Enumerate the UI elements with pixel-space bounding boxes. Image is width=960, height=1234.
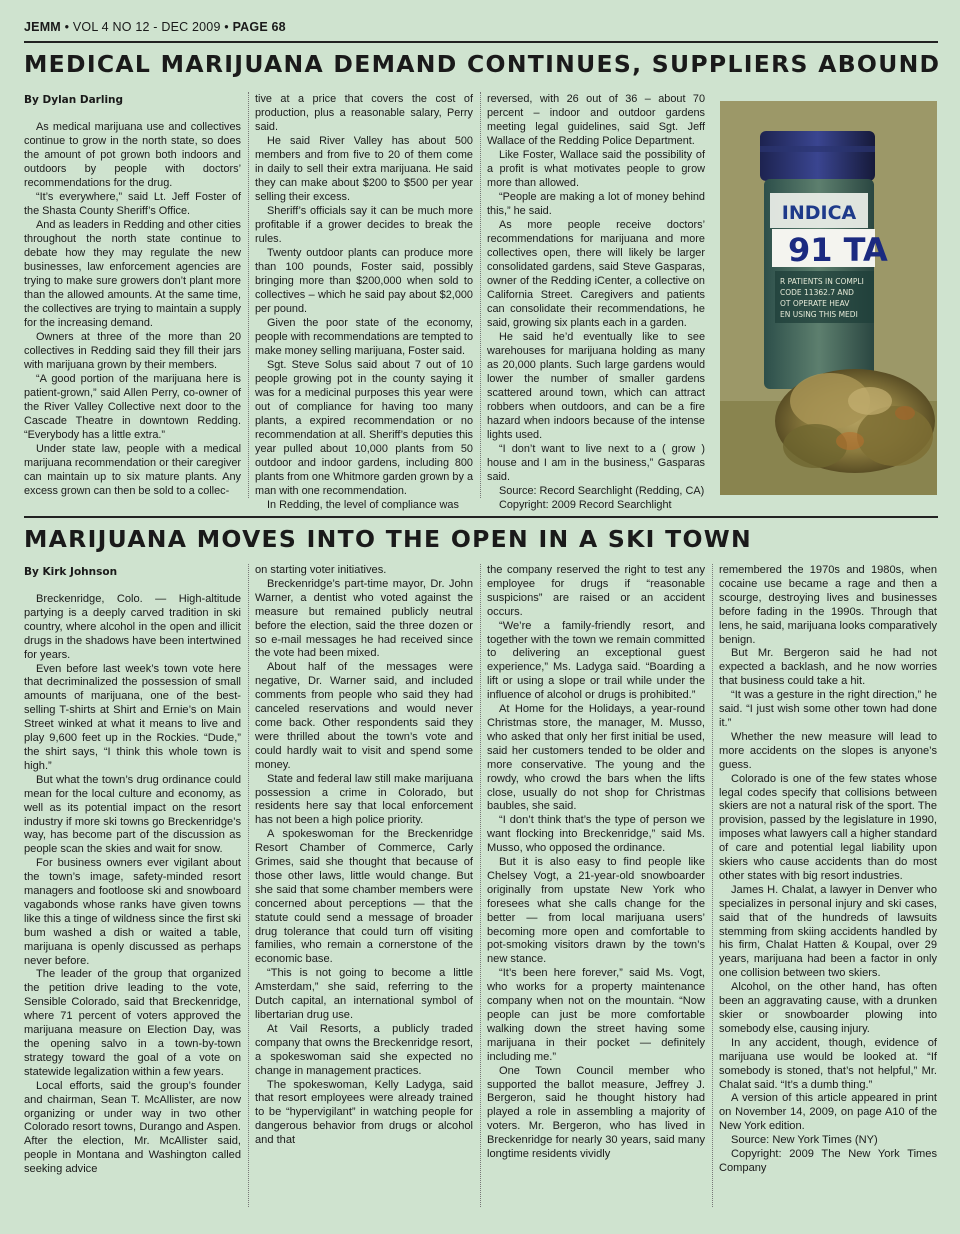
label-warning-text: EN USING THIS MEDI [780,310,858,319]
article1-column-3 [487,92,705,511]
label-number-text: 91 TA [788,231,888,269]
article1-column-2 [255,92,473,511]
paragraph: Twenty outdoor plants can produce more than 100 pounds, Foster said, possibly bringing more than $200,000 when sold to collectives – which he said pay about $2,000 per pound. [255,247,473,315]
copyright-line: Copyright: 2009 Record Searchlight [499,499,672,511]
paragraph: reversed, with 26 out of 36 – about 70 percent – indoor and outdoor gardens meeting legal guidelines, said Sgt. Jeff Wallace of the Redding Police Department. [487,93,705,147]
paragraph: He said he’d eventually like to see warehouses for marijuana holding as many as 20,000 plants. Such large gardens would lower the number of smaller gardens scattered around town, which can attract robbers when outdoors, and can be a fire hazard when indoors because of the intense lights used. [487,331,705,441]
column-divider [248,92,249,498]
article1-photo [720,101,937,495]
paragraph: A spokeswoman for the Breckenridge Resort Chamber of Commerce, Carly Grimes, said she thought that because of those other laws, little would change. But she said that some chamber members were concerned about perceptions — that the statute could send a message of broader drug tolerance that could turn off visiting families, who remain a cornerstone of the economic base. [255,828,473,966]
paragraph: “It’s been here forever,” said Ms. Vogt, who works for a property maintenance company when not on the mountain. “Now people can just be more comfortable walking down the street having some marijuana in their pocket — definitely including me.” [487,967,705,1063]
top-rule [24,41,938,43]
running-head [24,20,286,34]
label-warning-text: R PATIENTS IN COMPLI [780,277,864,286]
article1-column-1 [24,120,241,498]
paragraph: A version of this article appeared in print on November 14, 2009, on page A10 of the New York edition. [719,1092,937,1133]
label-warning-text: OT OPERATE HEAV [780,299,850,308]
paragraph: Colorado is one of the few states whose legal codes specify that collisions between skiers are not a natural risk of the sport. The provision, passed by the legislature in 1990, imposes what lawyers call a higher standard of care and potential legal liability upon skiers who cause accidents than do most other states with big resort industries. [719,772,937,882]
paragraph: For business owners ever vigilant about the town’s image, safety-minded resort managers and footloose ski and snowboard vagabonds whose ranks have given towns like this a tinge of wildness since the first ski bum washed a dish or waited a table, marijuana is openly discussed as perhaps never before. [24,857,241,967]
article2-byline: By Kirk Johnson [24,566,118,578]
paragraph: At Home for the Holidays, a year-round Christmas store, the manager, M. Musso, who asked that only her first initial be used, said her customers tended to be older and more conservative. The young and the rowdy, who crowd the bars when the lifts close, usually do not shop for Christmas baubles, she said. [487,703,705,813]
paragraph: on starting voter initiatives. [255,564,387,576]
paragraph: “This is not going to become a little Amsterdam,” she said, referring to the Dutch capital, an international symbol of libertarian drug use. [255,967,473,1021]
page-number: PAGE 68 [232,20,286,34]
paragraph: Sgt. Steve Solus said about 7 out of 10 people growing pot in the county saying it was for a medicinal purposes this year were out of compliance for having too many plants, a expired recommendation or no recommendation at all. Sheriff’s deputies this year pulled about 10,000 plants from 50 outdoor and indoor gardens, including 800 plants from one Whitmore garden grown by a man with one recommendation. [255,359,473,497]
paragraph: the company reserved the right to test any employee for drugs if “reasonable suspicions” are raised or an accident occurs. [487,564,705,618]
paragraph: Sheriff’s officials say it can be much more profitable if a grower decides to break the rules. [255,205,473,245]
column-divider [480,564,481,1207]
paragraph: But it is also easy to find people like Chelsey Vogt, a 21-year-old snowboarder originally from upstate New York who foresees what she calls change for the better — from local marijuana users’ becoming more open and comfortable to pot-smoking visitors drawn by the town’s new stance. [487,856,705,966]
paragraph: tive at a price that covers the cost of production, plus a reasonable salary, Perry said. [255,93,473,133]
paragraph: About half of the messages were negative, Dr. Warner said, and included comments from people who said they had canceled reservations and would never come back. Other respondents said they were thrilled about the town’s vote and could hardly wait to visit and spend some money. [255,661,473,771]
paragraph: But what the town’s drug ordinance could mean for the local culture and economy, as well as its potential impact on the resort industry if more ski towns go Breckenridge’s way, has become part of the discussion as people scan the skies and wait for snow. [24,773,241,856]
paragraph: State and federal law still make marijuana possession a crime in Colorado, but residents here say that local enforcement has not been a high police priority. [255,772,473,827]
article2-column-2 [255,564,473,1207]
column-divider [712,564,713,1207]
paragraph: One Town Council member who supported the ballot measure, Jeffrey J. Bergeron, said he thought history had played a role in assembling a majority of voters. Mr. Bergeron, who has lived in Breckenridge for nearly 30 years, said many longtime residents vividly [487,1064,705,1161]
paragraph: And as leaders in Redding and other cities throughout the north state continue to debate how they may regulate the new businesses, law enforcement agencies are trying to make sure growers don’t plant more than the allowed amounts. At the same time, the collectives are trying to maintain a supply for the increasing demand. [24,219,241,329]
paragraph: “People are making a lot of money behind this,” he said. [487,191,705,217]
paragraph: Breckenridge, Colo. — High-altitude partying is a deeply carved tradition in ski country, where alcohol in the open and illicit drugs in the shadows have been intertwined for years. [24,593,241,661]
paragraph: “A good portion of the marijuana here is patient-grown,” said Allen Perry, co-owner of the River Valley Collective next door to the Cascade Theatre in downtown Redding. “Everybody has a little extra.” [24,373,241,441]
copyright-line: Copyright: 2009 The New York Times Company [719,1148,937,1174]
article2-column-1 [24,593,241,1207]
publication-name: JEMM [24,20,61,34]
paragraph: Alcohol, on the other hand, has often been an aggravating cause, with a drunken skier or snowboarder plowing into somebody else, causing injury. [719,981,937,1035]
article2-column-4 [719,564,937,1207]
pill-bottle-and-bud-image [720,101,937,495]
paragraph: Local efforts, said the group’s founder and chairman, Sean T. McAllister, are now organizing or under way in two other Colorado resort towns, Durango and Aspen. After the election, Mr. McAllister said, people in Montana and Washington called seeking advice [24,1079,241,1176]
source-line: Source: Record Searchlight (Redding, CA) [499,485,705,497]
paragraph: As more people receive doctors’ recommendations for marijuana and more collectives open, there will likely be larger consolidated gardens, said Steve Gasparas, owner of the Redding iCenter, a collective on California Street. Caregivers and patients can consolidate their recommendations, he said, growing six plants each in a garden. [487,219,705,329]
article2-headline: MARIJUANA MOVES INTO THE OPEN IN A SKI TOWN [24,525,752,553]
article1-byline: By Dylan Darling [24,94,124,106]
paragraph: Whether the new measure will lead to more accidents on the slopes is anyone’s guess. [719,730,937,771]
column-divider [248,564,249,1207]
article1-headline: MEDICAL MARIJUANA DEMAND CONTINUES, SUPPLIERS ABOUND [24,50,941,78]
paragraph: James H. Chalat, a lawyer in Denver who specializes in personal injury and ski cases, said that of the hundreds of lawsuits stemming from skiing accidents handled by his firm, Chalat Hatten & Koupal, over 29 years, marijuana had been a factor in only one collision between two skiers. [719,883,937,980]
label-warning-text: CODE 11362.7 AND [780,288,854,297]
paragraph: In Redding, the level of compliance was [267,499,459,511]
paragraph: Like Foster, Wallace said the possibility of a profit is what motivates people to grow more than allowed. [487,149,705,189]
paragraph: Breckenridge’s part-time mayor, Dr. John Warner, a dentist who voted against the measure but remained publicly neutral before the election, said the three dozen or so e-mail messages he had received since the vote had been mixed. [255,577,473,660]
paragraph: “We’re a family-friendly resort, and together with the town we remain committed to delivering an exceptional guest experience,” Ms. Ladyga said. “Boarding a lift or using a slope or trail while under the influence of alcohol or drugs is prohibited.” [487,619,705,702]
column-divider [480,92,481,498]
paragraph: Given the poor state of the economy, people with recommendations are tempted to make money selling marijuana, Foster said. [255,317,473,357]
paragraph: Under state law, people with a medical marijuana recommendation or their caregiver can maintain up to six mature plants. Any excess grown can then be sold to a collec- [24,443,241,497]
paragraph: “It was a gesture in the right direction,” he said. “I just wish some other town had done it.” [719,689,937,729]
paragraph: Even before last week’s town vote here that decriminalized the possession of small amounts of marijuana, one of the best-selling T-shirts at Shirt and Ernie’s on Main Street winked at what it means to live and play 9,600 feet up in the Rockies. “Dude,” the shirt says, “I think this whole town is high.” [24,662,241,772]
source-line: Source: New York Times (NY) [731,1134,878,1147]
paragraph: At Vail Resorts, a publicly traded company that owns the Breckenridge resort, a spokeswoman said she expected no change in management practices. [255,1022,473,1077]
paragraph: In any accident, though, evidence of marijuana use would be looked at. “If somebody is stoned, that’s not helpful,” Mr. Chalat said. “It’s a dumb thing.” [719,1036,937,1091]
section-rule [24,516,938,518]
paragraph: But Mr. Bergeron said he had not expected a backlash, and he now worries that business could take a hit. [719,647,937,688]
paragraph: As medical marijuana use and collectives continue to grow in the north state, so does the amount of pot grown both indoors and outdoors by people with doctors’ recommendations for the drug. [24,121,241,189]
paragraph: The spokeswoman, Kelly Ladyga, said that resort employees were already trained to be “hypervigilant” in watching people for dangerous behavior from drugs or alcohol and that [255,1078,473,1147]
paragraph: “I don’t think that’s the type of person we want flocking into Breckenridge,” said Ms. Musso, who opposed the ordinance. [487,814,705,855]
paragraph: The leader of the group that organized the petition drive leading to the vote, Sensible Colorado, said that Breckenridge, where 71 percent of voters approved the marijuana measure on Election Day, was the opening salvo in a town-by-town strategy toward the goal of a vote on statewide legalization within a few years. [24,968,241,1078]
paragraph: “I don’t want to live next to a ( grow ) house and I am in the business,” Gasparas said. [487,443,705,483]
issue-info: • VOL 4 NO 12 - DEC 2009 • [64,20,229,34]
article2-column-3 [487,564,705,1207]
paragraph: He said River Valley has about 500 members and from five to 20 of them come in daily to sell their extra marijuana. He said they can make about $200 to $500 per year selling their excess. [255,135,473,203]
paragraph: Owners at three of the more than 20 collectives in Redding said they fill their jars with marijuana grown by their members. [24,331,241,371]
paragraph: “It’s everywhere,” said Lt. Jeff Foster of the Shasta County Sheriff’s Office. [24,191,241,217]
label-strain-text: INDICA [781,202,857,224]
paragraph: remembered the 1970s and 1980s, when cocaine use became a rage and then a scourge, destroying lives and businesses before fading in the 1990s. Through that lens, he said, marijuana looks comparatively benign. [719,564,937,646]
